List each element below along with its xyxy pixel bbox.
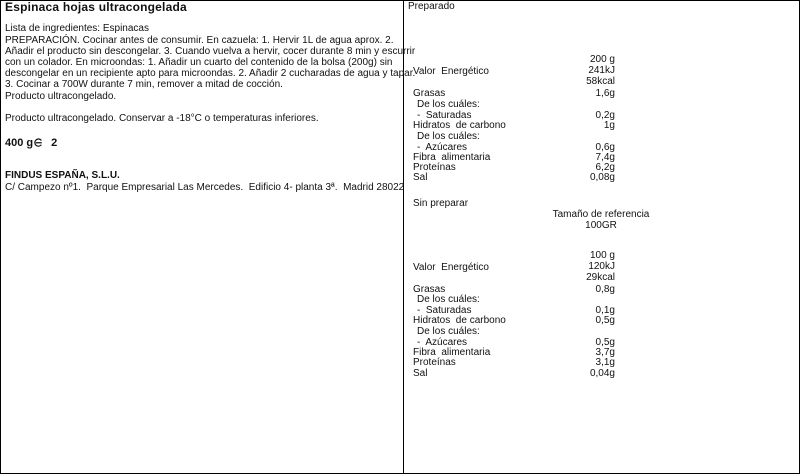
unprepared-fiber-label: Fibra alimentaria <box>413 347 491 358</box>
product-type: Producto ultracongelado. <box>5 91 117 102</box>
product-title: Espinaca hojas ultracongelada <box>5 0 187 14</box>
reference-size-label: Tamaño de referencia <box>552 209 650 220</box>
unprepared-salt-value: 0,04g <box>589 368 615 379</box>
reference-size-value: 100GR <box>585 220 617 231</box>
unprepared-sugars-label: - Azúcares <box>417 337 468 348</box>
prepared-salt-value: 0,08g <box>589 172 615 183</box>
unprepared-of-which-fat: De los cuáles: <box>417 294 480 305</box>
unprepared-fiber-value: 3,7g <box>595 347 615 358</box>
prepared-salt-label: Sal <box>413 172 428 183</box>
unprepared-sugars-value: 0,5g <box>595 337 615 348</box>
company-name: FINDUS ESPAÑA, S.L.U. <box>5 170 120 181</box>
unprepared-salt-label: Sal <box>413 368 428 379</box>
prepared-header: Preparado <box>408 1 455 12</box>
prepared-carbs-label: Hidratos de carbono <box>413 120 506 131</box>
prepared-fat-label: Grasas <box>413 88 446 99</box>
prepared-energy-kj: 241kJ <box>588 65 615 76</box>
unprepared-header: Sin preparar <box>413 198 469 209</box>
unprepared-portion: 100 g <box>589 250 615 261</box>
unprepared-energy-kcal: 29kcal <box>586 272 615 283</box>
storage-instructions: Producto ultracongelado. Conservar a -18°C o temperaturas inferiores. <box>5 113 319 124</box>
unprepared-fat-value: 0,8g <box>595 284 615 295</box>
prepared-of-which-fat: De los cuáles: <box>417 99 480 110</box>
preparation-line-1: PREPARACIÓN. Cocinar antes de consumir. En cazuela: 1. Hervir 1L de agua aprox. 2. <box>5 35 394 46</box>
preparation-line-4: descongelar en un recipiente apto para microondas. 2. Añadir 2 cucharadas de agua y tapar. <box>5 68 416 79</box>
prepared-protein-value: 6,2g <box>595 162 615 173</box>
estimated-sign-icon <box>34 138 43 147</box>
quantity-count: 2 <box>51 137 58 149</box>
prepared-fat-value: 1,6g <box>595 88 615 99</box>
prepared-carbs-value: 1g <box>603 120 615 131</box>
prepared-sugars-value: 0,6g <box>595 142 615 153</box>
prepared-fiber-value: 7,4g <box>595 152 615 163</box>
prepared-sugars-label: - Azúcares <box>417 142 468 153</box>
prepared-of-which-carbs: De los cuáles: <box>417 131 480 142</box>
quantity-value: 400 g <box>5 137 34 149</box>
prepared-energy-label: Valor Energético <box>413 66 489 77</box>
prepared-protein-label: Proteínas <box>413 162 456 173</box>
unprepared-energy-label: Valor Energético <box>413 262 489 273</box>
unprepared-carbs-label: Hidratos de carbono <box>413 315 506 326</box>
unprepared-protein-label: Proteínas <box>413 357 456 368</box>
preparation-line-2: Añadir el producto sin descongelar. 3. Cuando vuelva a hervir, cocer durante 8 min y escurrir <box>5 46 416 57</box>
preparation-line-5: 3. Cocinar a 700W durante 7 min, remover a mitad de cocción. <box>5 79 283 90</box>
unprepared-saturated-value: 0,1g <box>595 305 615 316</box>
company-address: C/ Campezo nº1. Parque Empresarial Las Mercedes. Edificio 4- planta 3ª. Madrid 28022 <box>5 182 405 193</box>
unprepared-carbs-value: 0,5g <box>595 315 615 326</box>
prepared-saturated-label: - Saturadas <box>417 110 472 121</box>
unprepared-protein-value: 3,1g <box>595 357 615 368</box>
unprepared-energy-kj: 120kJ <box>588 261 615 272</box>
ingredients-list: Lista de ingredientes: Espinacas <box>5 23 149 34</box>
prepared-portion: 200 g <box>589 54 615 65</box>
unprepared-saturated-label: - Saturadas <box>417 305 472 316</box>
preparation-line-3: con un colador. En microondas: 1. Añadir un cuarto del contenido de la bolsa (200g) sin <box>5 57 393 68</box>
net-quantity <box>5 138 57 149</box>
unprepared-fat-label: Grasas <box>413 284 446 295</box>
unprepared-of-which-carbs: De los cuáles: <box>417 326 480 337</box>
prepared-energy-kcal: 58kcal <box>586 76 615 87</box>
prepared-saturated-value: 0,2g <box>595 110 615 121</box>
prepared-fiber-label: Fibra alimentaria <box>413 152 491 163</box>
